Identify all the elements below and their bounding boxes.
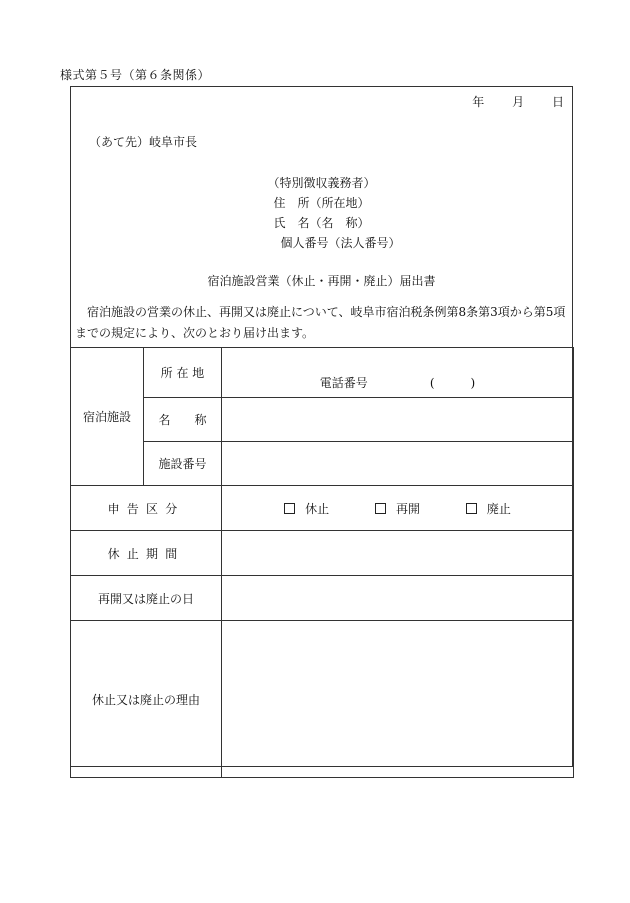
form-frame bbox=[70, 86, 573, 767]
date-month-label: 月 bbox=[512, 95, 525, 109]
facility-number-field[interactable] bbox=[222, 442, 574, 486]
date-row bbox=[448, 93, 564, 110]
facility-number-label: 施設番号 bbox=[144, 442, 222, 486]
form-number: 様式第５号（第６条関係） bbox=[60, 68, 211, 82]
filer-id-number-label: 個人番号（法人番号） bbox=[280, 236, 401, 250]
phone-parens: ( ) bbox=[429, 376, 476, 390]
reason-label: 休止又は廃止の理由 bbox=[71, 621, 222, 778]
checkbox-abolish[interactable] bbox=[466, 503, 477, 514]
filer-title: （特別徴収義務者） bbox=[267, 176, 376, 190]
option-abolish[interactable] bbox=[466, 502, 511, 516]
declaration-label: 申告区分 bbox=[71, 486, 222, 531]
facility-name-field[interactable] bbox=[222, 398, 574, 442]
addressee: （あて先）岐阜市長 bbox=[89, 135, 198, 149]
date-year-label: 年 bbox=[472, 95, 485, 109]
filer-name-label: 氏 名（名 称） bbox=[273, 216, 370, 230]
document-title: 宿泊施設営業（休止・再開・廃止）届出書 bbox=[207, 274, 436, 288]
location-label: 所 在 地 bbox=[144, 348, 222, 398]
date-day-label: 日 bbox=[551, 95, 564, 109]
facility-table bbox=[70, 347, 574, 778]
option-suspend[interactable] bbox=[284, 502, 329, 516]
declaration-options bbox=[222, 486, 574, 531]
option-abolish-label: 廃止 bbox=[486, 501, 511, 516]
option-resume-label: 再開 bbox=[395, 501, 420, 516]
checkbox-resume[interactable] bbox=[375, 503, 386, 514]
checkbox-suspend[interactable] bbox=[284, 503, 295, 514]
reopen-close-date-field[interactable] bbox=[222, 576, 574, 621]
phone-label: 電話番号 bbox=[319, 376, 368, 390]
facility-section-label: 宿泊施設 bbox=[71, 348, 144, 486]
option-suspend-label: 休止 bbox=[305, 501, 330, 516]
body-text: 宿泊施設の営業の休止、再開又は廃止について、岐阜市宿泊税条例第8条第3項から第5項までの規定により、次のとおり届け出ます。 bbox=[75, 305, 566, 340]
filer-address-label: 住 所（所在地） bbox=[273, 196, 370, 210]
reopen-close-date-label: 再開又は廃止の日 bbox=[71, 576, 222, 621]
suspension-period-label: 休止期間 bbox=[71, 531, 222, 576]
reason-field[interactable] bbox=[222, 621, 574, 778]
suspension-period-field[interactable] bbox=[222, 531, 574, 576]
facility-name-label: 名 称 bbox=[144, 398, 222, 442]
option-resume[interactable] bbox=[375, 502, 420, 516]
location-field[interactable] bbox=[222, 348, 574, 398]
